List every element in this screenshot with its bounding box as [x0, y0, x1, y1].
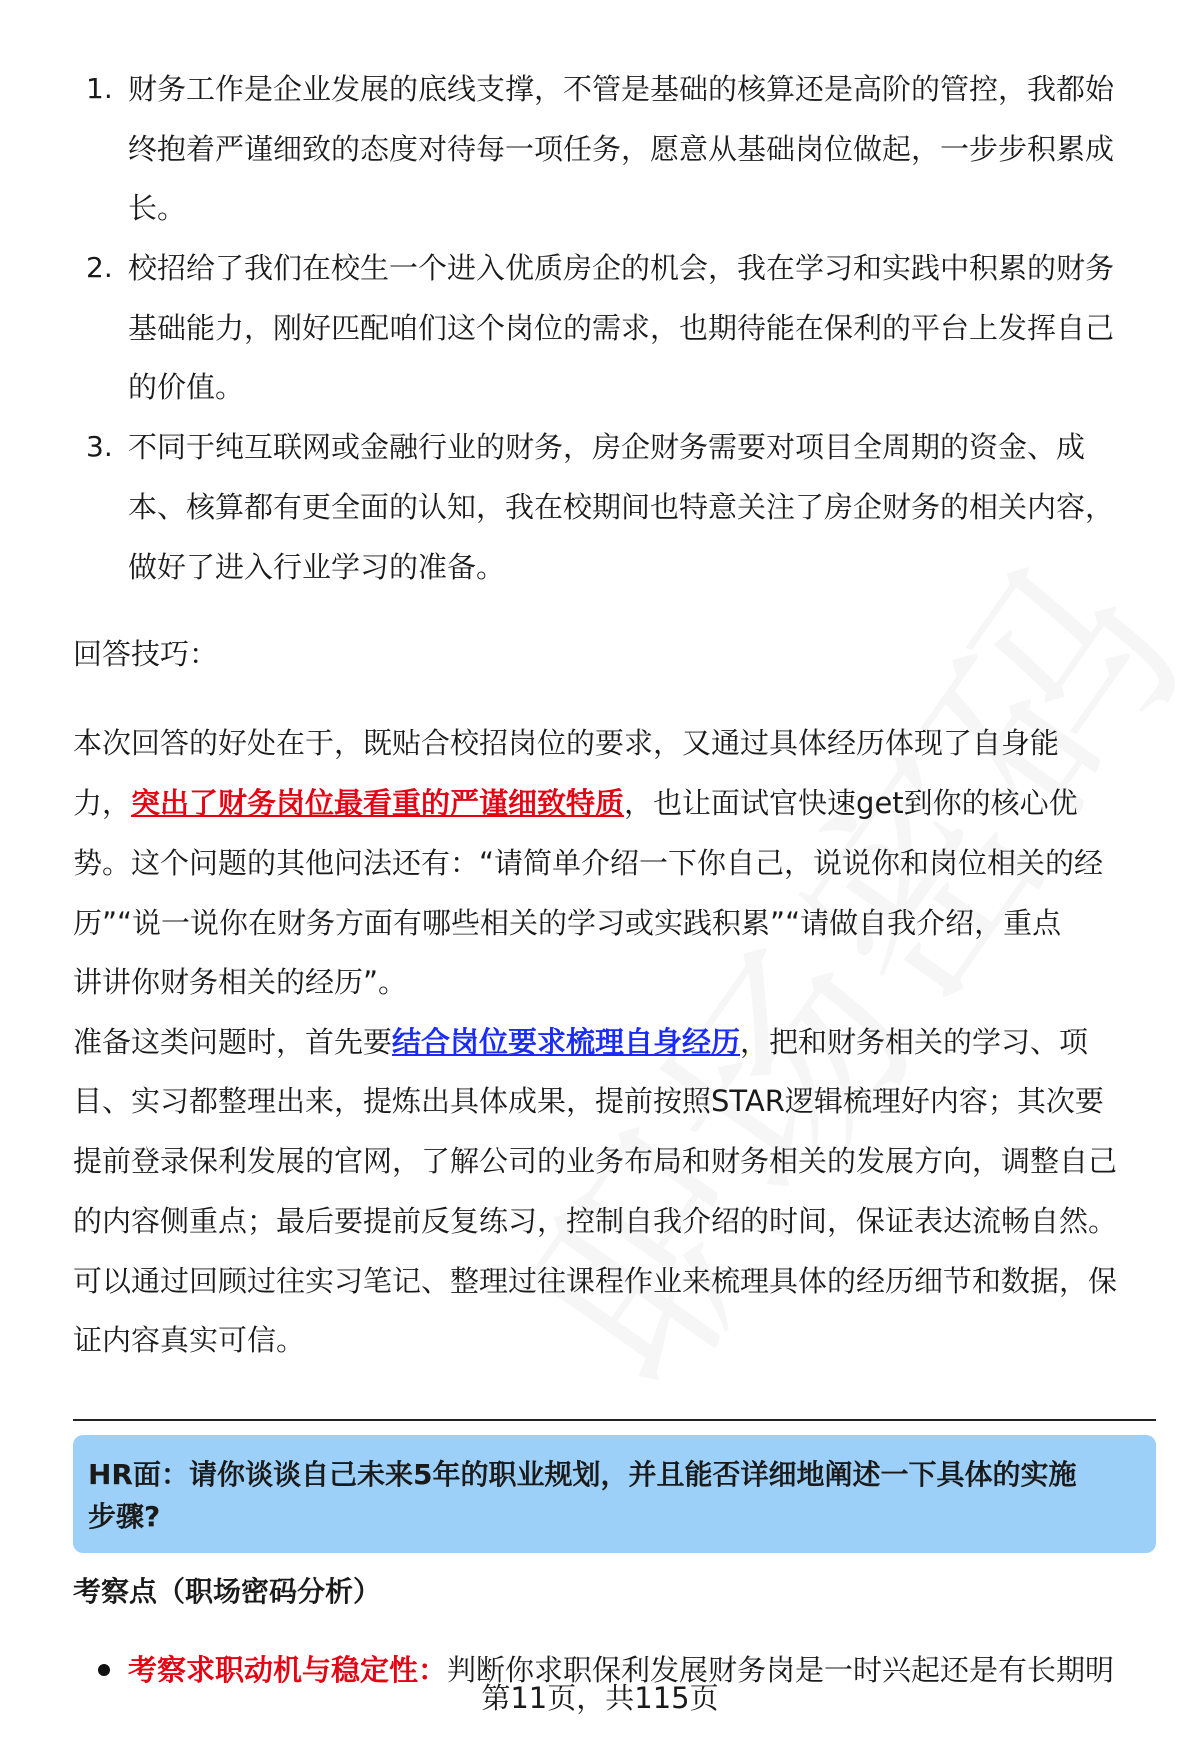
- list-item-1-line: 终抱着严谨细致的态度对待每一项任务，愿意从基础岗位做起，一步步积累成: [128, 132, 1115, 166]
- tips-heading: 回答技巧：: [73, 637, 219, 671]
- para2-line: 提前登录保利发展的官网，了解公司的业务布局和财务相关的发展方向，调整自己: [73, 1144, 1118, 1178]
- para1-line: [73, 773, 1078, 833]
- list-item-3-line: 做好了进入行业学习的准备。: [128, 550, 506, 584]
- para2-line: 的内容侧重点；最后要提前反复练习，控制自我介绍的时间，保证表达流畅自然。: [73, 1204, 1118, 1238]
- para2-line: 证内容真实可信。: [73, 1323, 306, 1357]
- question-line: 步骤?: [88, 1500, 161, 1533]
- bullet-text: 判断你求职保利发展财务岗是一时兴起还是有长期明: [447, 1653, 1115, 1687]
- page-footer: 第11页，共115页: [481, 1681, 719, 1715]
- bullet-label: 考察求职动机与稳定性：: [128, 1653, 448, 1687]
- para2-line: 可以通过回顾过往实习笔记、整理过往课程作业来梳理具体的经历细节和数据，保: [73, 1264, 1118, 1298]
- list-number: 2.: [86, 251, 113, 284]
- list-item-2-line: 的价值。: [128, 370, 245, 404]
- list-item-3-line: 不同于纯互联网或金融行业的财务，房企财务需要对项目全周期的资金、成: [128, 430, 1086, 464]
- text: 准备这类问题时，首先要: [73, 1025, 393, 1059]
- text: 力，: [73, 786, 132, 820]
- para1-line: 势。这个问题的其他问法还有：“请简单介绍一下你自己，说说你和岗位相关的经: [73, 846, 1104, 880]
- text: ，也让面试官快速get到你的核心优: [624, 786, 1078, 820]
- para2-line: 目、实习都整理出来，提炼出具体成果，提前按照STAR逻辑梳理好内容；其次要: [73, 1084, 1104, 1118]
- para1-line: 本次回答的好处在于，既贴合校招岗位的要求，又通过具体经历体现了自身能: [73, 726, 1060, 760]
- para2-line: [73, 1012, 1088, 1072]
- list-item-2-line: 校招给了我们在校生一个进入优质房企的机会，我在学习和实践中积累的财务: [128, 251, 1115, 285]
- para1-line: 讲讲你财务相关的经历”。: [73, 965, 408, 999]
- list-item-1-line: 长。: [128, 191, 187, 225]
- list-number: 1.: [86, 72, 113, 105]
- bullet-dot-icon: [98, 1664, 110, 1676]
- section-heading: 考察点（职场密码分析）: [73, 1575, 382, 1608]
- list-number: 3.: [86, 430, 113, 463]
- list-item-1-line: 财务工作是企业发展的底线支撑，不管是基础的核算还是高阶的管控，我都始: [128, 72, 1115, 106]
- list-item-2-line: 基础能力，刚好匹配咱们这个岗位的需求，也期待能在保利的平台上发挥自己: [128, 311, 1115, 345]
- text: ，把和财务相关的学习、项: [740, 1025, 1089, 1059]
- highlight-red: 突出了财务岗位最看重的严谨细致特质: [131, 786, 625, 820]
- divider: [73, 1419, 1156, 1421]
- highlight-blue: 结合岗位要求梳理自身经历: [392, 1025, 741, 1059]
- para1-line: 历”“说一说你在财务方面有哪些相关的学习或实践积累”“请做自我介绍，重点: [73, 906, 1062, 940]
- question-line: HR面：请你谈谈自己未来5年的职业规划，并且能否详细地阐述一下具体的实施: [88, 1458, 1077, 1491]
- list-item-3-line: 本、核算都有更全面的认知，我在校期间也特意关注了房企财务的相关内容，: [128, 490, 1115, 524]
